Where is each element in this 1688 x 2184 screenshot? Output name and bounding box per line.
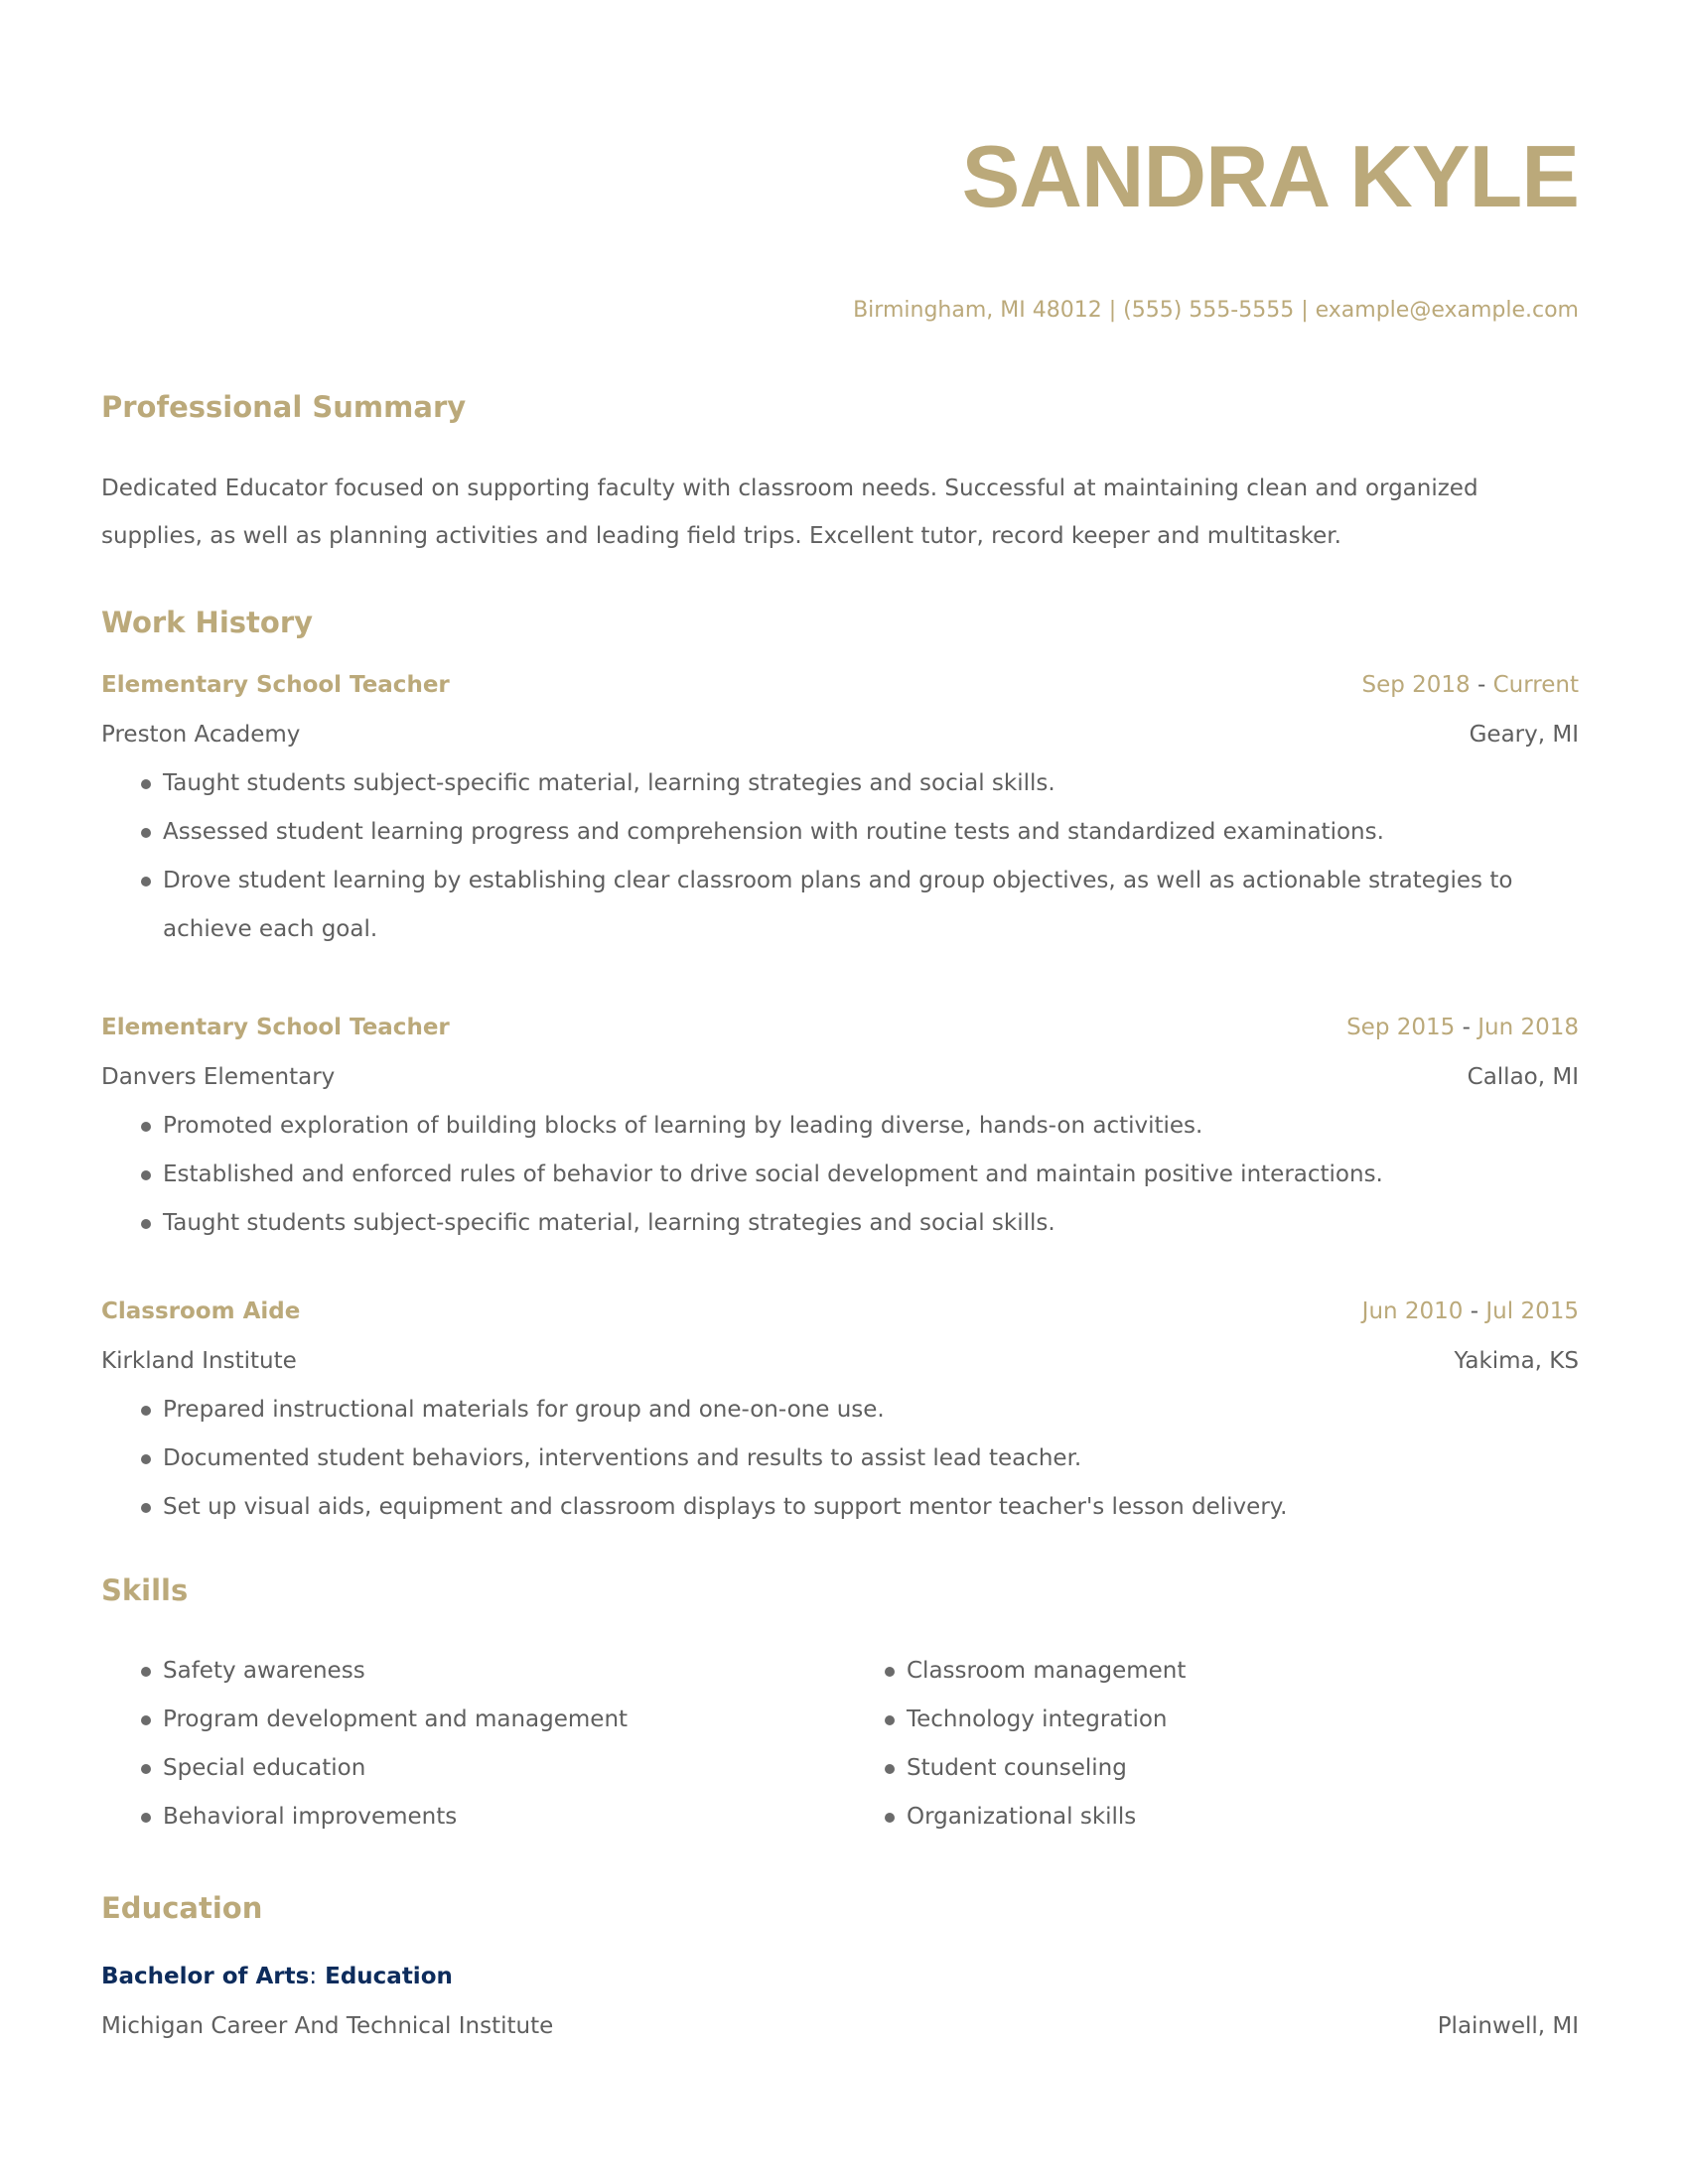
contact-separator: |	[1108, 298, 1117, 323]
bullet-text: Set up visual aids, equipment and classroom displays to support mentor teacher's lesson delivery.	[163, 1494, 1288, 1520]
job-entry	[101, 1003, 1579, 1248]
bullet-icon	[141, 1122, 151, 1132]
date-separator: -	[1470, 1298, 1479, 1324]
date-separator: -	[1477, 672, 1486, 698]
skill-text: Behavioral improvements	[163, 1804, 458, 1830]
section-heading-summary: Professional Summary	[101, 390, 467, 424]
skill-text: Classroom management	[907, 1658, 1187, 1684]
job-entry	[101, 1287, 1579, 1532]
bullet-icon	[885, 1813, 895, 1823]
job-end-date: Jun 2018	[1477, 1015, 1579, 1040]
job-location: Callao, MI	[1467, 1064, 1579, 1090]
job-company: Kirkland Institute	[101, 1348, 297, 1374]
job-company: Danvers Elementary	[101, 1064, 336, 1090]
bullet-icon	[141, 1764, 151, 1774]
skill-text: Safety awareness	[163, 1658, 365, 1684]
section-heading-education: Education	[101, 1891, 263, 1925]
job-bullet	[163, 1199, 1579, 1248]
job-end-date: Current	[1492, 672, 1579, 698]
skill-item	[163, 1647, 628, 1696]
skill-item	[163, 1696, 628, 1744]
contact-line	[853, 294, 1579, 328]
job-title: Classroom Aide	[101, 1298, 301, 1324]
bullet-icon	[141, 828, 151, 838]
section-heading-skills: Skills	[101, 1573, 189, 1607]
job-bullets	[101, 1386, 1579, 1532]
bullet-icon	[141, 1667, 151, 1677]
job-company: Preston Academy	[101, 722, 301, 748]
skill-text: Organizational skills	[907, 1804, 1137, 1830]
skill-item	[907, 1793, 1186, 1842]
school-name: Michigan Career And Technical Institute	[101, 2013, 554, 2039]
job-start-date: Sep 2015	[1346, 1015, 1456, 1040]
bullet-text: Established and enforced rules of behavior to drive social development and maintain positive interactions.	[163, 1161, 1383, 1187]
job-company-row	[101, 710, 1579, 759]
bullet-icon	[885, 1764, 895, 1774]
candidate-name: SANDRA KYLE	[961, 127, 1579, 225]
bullet-icon	[141, 1406, 151, 1416]
job-bullet	[163, 1434, 1579, 1483]
job-dates	[1361, 660, 1579, 710]
section-heading-work-history: Work History	[101, 606, 314, 639]
job-dates	[1362, 1287, 1579, 1336]
skills-column-left	[101, 1647, 628, 1842]
education-school-row	[101, 2001, 1579, 2051]
bullet-text: Promoted exploration of building blocks of learning by leading diverse, hands-on activities.	[163, 1113, 1203, 1139]
job-start-date: Sep 2018	[1361, 672, 1471, 698]
degree-name: Bachelor of Arts	[101, 1964, 310, 1989]
skill-text: Technology integration	[907, 1706, 1168, 1732]
job-dates	[1346, 1003, 1579, 1052]
skill-item	[163, 1744, 628, 1793]
bullet-icon	[885, 1715, 895, 1725]
job-bullet	[163, 1151, 1579, 1199]
job-title: Elementary School Teacher	[101, 1015, 450, 1040]
job-bullets	[101, 759, 1579, 954]
job-company-row	[101, 1336, 1579, 1386]
degree-line	[101, 1952, 1579, 2001]
job-bullet	[163, 808, 1579, 857]
bullet-icon	[141, 1503, 151, 1513]
skills-column-right	[845, 1647, 1186, 1842]
skill-item	[163, 1793, 628, 1842]
bullet-icon	[141, 1219, 151, 1229]
job-bullets	[101, 1102, 1579, 1248]
summary-text: Dedicated Educator focused on supporting faculty with classroom needs. Successful at maintaining clean and organized supplies, as well as planning activities and leading field trips. Excellent tutor, record keeper and multitasker.	[101, 476, 1478, 549]
bullet-text: Taught students subject-specific material, learning strategies and social skills.	[163, 1210, 1055, 1236]
school-location: Plainwell, MI	[1437, 2013, 1579, 2039]
skill-text: Special education	[163, 1755, 366, 1781]
job-start-date: Jun 2010	[1361, 1298, 1464, 1324]
job-entry	[101, 660, 1579, 954]
job-company-row	[101, 1052, 1579, 1102]
bullet-text: Drove student learning by establishing clear classroom plans and group objectives, as well as actionable strategies to achieve each goal.	[163, 868, 1513, 942]
job-header-row	[101, 1003, 1579, 1052]
education-entry	[101, 1952, 1579, 2051]
job-header-row	[101, 1287, 1579, 1336]
job-bullet	[163, 857, 1579, 954]
bullet-icon	[141, 1454, 151, 1464]
contact-address: Birmingham, MI 48012	[853, 298, 1102, 323]
bullet-text: Assessed student learning progress and comprehension with routine tests and standardized examinations.	[163, 819, 1384, 845]
skill-text: Student counseling	[907, 1755, 1127, 1781]
job-bullet	[163, 1386, 1579, 1434]
bullet-text: Documented student behaviors, interventions and results to assist lead teacher.	[163, 1445, 1082, 1471]
job-header-row	[101, 660, 1579, 710]
job-location: Geary, MI	[1469, 722, 1579, 748]
bullet-icon	[141, 1170, 151, 1180]
date-separator: -	[1462, 1015, 1471, 1040]
job-end-date: Jul 2015	[1485, 1298, 1579, 1324]
skill-item	[907, 1647, 1186, 1696]
bullet-icon	[141, 1813, 151, 1823]
skill-item	[907, 1696, 1186, 1744]
job-location: Yakima, KS	[1454, 1348, 1579, 1374]
skill-item	[907, 1744, 1186, 1793]
bullet-text: Prepared instructional materials for group and one-on-one use.	[163, 1397, 885, 1423]
skill-text: Program development and management	[163, 1706, 629, 1732]
bullet-text: Taught students subject-specific material, learning strategies and social skills.	[163, 770, 1055, 796]
bullet-icon	[885, 1667, 895, 1677]
degree-colon: :	[309, 1964, 318, 1989]
contact-separator: |	[1301, 298, 1309, 323]
job-bullet	[163, 1483, 1579, 1532]
bullet-icon	[141, 779, 151, 789]
bullet-icon	[141, 877, 151, 887]
bullet-icon	[141, 1715, 151, 1725]
contact-email[interactable]: example@example.com	[1315, 298, 1579, 323]
job-bullet	[163, 1102, 1579, 1151]
job-title: Elementary School Teacher	[101, 672, 450, 698]
contact-phone: (555) 555-5555	[1123, 298, 1295, 323]
job-bullet	[163, 759, 1579, 808]
degree-field: Education	[325, 1964, 453, 1989]
